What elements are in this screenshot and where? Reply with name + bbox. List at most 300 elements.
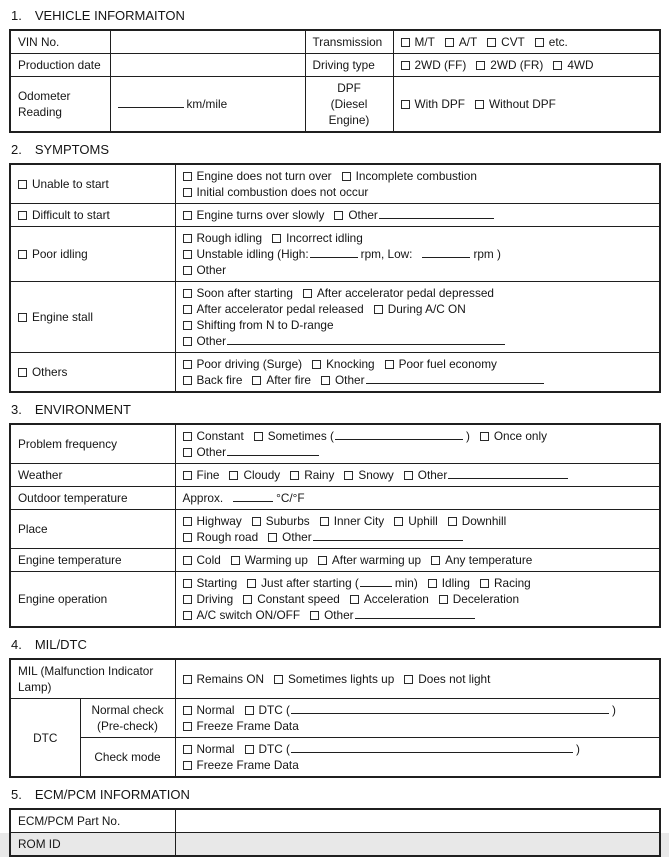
- checkbox-icon[interactable]: [245, 745, 254, 754]
- checkbox-icon[interactable]: [247, 579, 256, 588]
- checkbox-label: Engine stall: [32, 310, 93, 324]
- checkbox-4wd[interactable]: [553, 57, 593, 73]
- checkbox-label: After accelerator pedal depressed: [316, 286, 494, 300]
- checkbox-deceleration[interactable]: [439, 591, 519, 607]
- checkbox-poor-fuel-economy[interactable]: [385, 356, 497, 372]
- checkbox-icon[interactable]: [183, 321, 192, 330]
- checkbox-icon[interactable]: [334, 211, 343, 220]
- checkbox-2wd-ff[interactable]: [401, 57, 467, 73]
- checkbox-icon[interactable]: [183, 706, 192, 715]
- blank-line[interactable]: [233, 490, 273, 502]
- checkbox-icon[interactable]: [183, 448, 192, 457]
- checkbox-icon[interactable]: [183, 675, 192, 684]
- checkbox-after-fire[interactable]: [252, 372, 311, 388]
- production-date-value-cell[interactable]: [110, 54, 305, 77]
- checkbox-label: CVT: [501, 35, 525, 49]
- checkbox-icon[interactable]: [385, 360, 394, 369]
- checkbox-inner-city[interactable]: [320, 513, 384, 529]
- table-row: [10, 227, 660, 282]
- environment-label-cell: Outdoor temperature: [10, 487, 175, 510]
- check-mode-label-cell: Check mode: [80, 738, 175, 778]
- checkbox-fine[interactable]: [183, 467, 220, 483]
- checkbox-label: 4WD: [567, 58, 594, 72]
- checkbox-after-accelerator-pedal-released[interactable]: [183, 301, 364, 317]
- checkbox-icon[interactable]: [183, 234, 192, 243]
- checkbox-icon[interactable]: [183, 376, 192, 385]
- checkbox-label: M/T: [414, 35, 435, 49]
- checkbox-downhill[interactable]: [448, 513, 507, 529]
- checkbox-icon[interactable]: [183, 517, 192, 526]
- inline-text: km/mile: [186, 97, 228, 111]
- checkbox-icon[interactable]: [290, 471, 299, 480]
- checkbox-icon[interactable]: [183, 471, 192, 480]
- checkbox-label: Snowy: [358, 468, 394, 482]
- checkbox-icon[interactable]: [394, 517, 403, 526]
- checkbox-icon[interactable]: [183, 595, 192, 604]
- checkbox-label: Downhill: [461, 514, 507, 528]
- odometer-label-cell: Odometer Reading: [10, 77, 110, 133]
- checkbox-icon[interactable]: [229, 471, 238, 480]
- checkbox-label: Engine does not turn over: [196, 169, 332, 183]
- checkbox-after-accelerator-pedal-depressed[interactable]: [303, 285, 494, 301]
- checkbox-other[interactable]: [310, 607, 354, 623]
- checkbox-others[interactable]: [18, 364, 67, 380]
- checkbox-icon[interactable]: [243, 595, 252, 604]
- checkbox-sometimes-lights-up[interactable]: [274, 671, 394, 687]
- table-row: [10, 353, 660, 393]
- checkbox-uphill[interactable]: [394, 513, 438, 529]
- checkbox-icon[interactable]: [350, 595, 359, 604]
- checkbox-rough-idling[interactable]: [183, 230, 263, 246]
- section-title: SYMPTOMS: [34, 142, 110, 157]
- dpf-title: DPF: [337, 81, 361, 95]
- checkbox-icon[interactable]: [401, 38, 410, 47]
- table-row: [10, 833, 660, 857]
- blank-line[interactable]: [118, 96, 184, 108]
- symptom-label-cell: [10, 282, 175, 353]
- table-row: [10, 659, 660, 699]
- dpf-subtitle: (Diesel Engine): [328, 97, 370, 127]
- checkbox-label: Other: [348, 208, 378, 222]
- symptoms-table: [9, 163, 661, 393]
- checkbox-label: Back fire: [196, 373, 243, 387]
- checkbox-without-dpf[interactable]: [475, 96, 556, 112]
- checkbox-icon[interactable]: [487, 38, 496, 47]
- checkbox-icon[interactable]: [183, 722, 192, 731]
- driving-type-options-cell: [393, 54, 660, 77]
- checkbox-icon[interactable]: [431, 556, 440, 565]
- checkbox-icon[interactable]: [439, 595, 448, 604]
- checkbox-label: A/T: [458, 35, 478, 49]
- checkbox-label: 2WD (FF): [414, 58, 467, 72]
- checkbox-label: Soon after starting: [196, 286, 293, 300]
- checkbox-label: Cold: [196, 553, 221, 567]
- checkbox-icon[interactable]: [268, 533, 277, 542]
- checkbox-icon[interactable]: [401, 61, 410, 70]
- checkbox-freeze-frame-data[interactable]: [183, 718, 299, 734]
- checkbox-label: Starting: [196, 576, 238, 590]
- dpf-label-cell: [305, 77, 393, 133]
- checkbox-icon[interactable]: [272, 234, 281, 243]
- checkbox-other[interactable]: [404, 467, 448, 483]
- checkbox-icon[interactable]: [183, 611, 192, 620]
- checkbox-poor-idling[interactable]: [18, 246, 88, 262]
- checkbox-label: etc.: [548, 35, 568, 49]
- checkbox-label: Uphill: [408, 514, 438, 528]
- checkbox-icon[interactable]: [535, 38, 544, 47]
- section-title: ECM/PCM INFORMATION: [34, 787, 190, 802]
- checkbox-poor-driving-surge[interactable]: [183, 356, 303, 372]
- blank-line[interactable]: [310, 246, 358, 258]
- checkbox-icon[interactable]: [183, 745, 192, 754]
- checkbox-label: Rainy: [304, 468, 335, 482]
- inline-text: °C/°F: [276, 491, 305, 505]
- blank-line[interactable]: [335, 428, 463, 440]
- checkbox-m-t[interactable]: [401, 34, 435, 50]
- environment-table: [9, 423, 661, 628]
- checkbox-other[interactable]: [183, 333, 227, 349]
- checkbox-a-t[interactable]: [445, 34, 477, 50]
- checkbox-once-only[interactable]: [480, 428, 547, 444]
- checkbox-label: After accelerator pedal released: [196, 302, 364, 316]
- checkbox-constant[interactable]: [183, 428, 244, 444]
- checkbox-does-not-light[interactable]: [404, 671, 490, 687]
- inline-text: ): [575, 742, 580, 756]
- checkbox-constant-speed[interactable]: [243, 591, 340, 607]
- checkbox-label: Normal: [196, 742, 235, 756]
- checkbox-label: After fire: [266, 373, 311, 387]
- checkbox-label: Sometimes lights up: [288, 672, 395, 686]
- ecm-pcm-part-no-label-cell: ECM/PCM Part No.: [10, 809, 175, 833]
- checkbox-label: Other: [417, 468, 448, 482]
- checkbox-label: Deceleration: [452, 592, 520, 606]
- checkbox-icon[interactable]: [183, 250, 192, 259]
- checkbox-icon[interactable]: [476, 61, 485, 70]
- checkbox-icon[interactable]: [183, 556, 192, 565]
- normal-check-label-cell: Normal check (Pre-check): [80, 699, 175, 738]
- inline-text: rpm ): [473, 247, 501, 261]
- checkbox-label: Constant speed: [257, 592, 340, 606]
- checkbox-label: Other: [196, 334, 227, 348]
- checkbox-icon[interactable]: [310, 611, 319, 620]
- section-heading-ecm-pcm-information: [11, 787, 661, 802]
- checkbox-suburbs[interactable]: [252, 513, 310, 529]
- checkbox-label: Rough road: [196, 530, 259, 544]
- checkbox-incorrect-idling[interactable]: [272, 230, 363, 246]
- checkbox-icon[interactable]: [480, 579, 489, 588]
- inline-text: ): [611, 703, 616, 717]
- symptom-options-cell: [175, 204, 660, 227]
- blank-line[interactable]: [291, 702, 609, 714]
- production-date-row: [10, 54, 660, 77]
- checkbox-label: Suburbs: [265, 514, 310, 528]
- checkbox-acceleration[interactable]: [350, 591, 429, 607]
- checkbox-other[interactable]: [183, 262, 227, 278]
- checkbox-unable-to-start[interactable]: [18, 176, 109, 192]
- checkbox-label: Cloudy: [243, 468, 281, 482]
- environment-options-cell: [175, 572, 660, 628]
- checkbox-label: Incorrect idling: [286, 231, 363, 245]
- checkbox-label: Idling: [441, 576, 470, 590]
- checkbox-normal[interactable]: [183, 702, 235, 718]
- checkbox-label: Poor driving (Surge): [196, 357, 303, 371]
- section-heading-mil-dtc: [11, 637, 661, 652]
- checkbox-icon[interactable]: [183, 432, 192, 441]
- checkbox-knocking[interactable]: [312, 356, 375, 372]
- checkbox-soon-after-starting[interactable]: [183, 285, 293, 301]
- symptom-options-cell: [175, 282, 660, 353]
- odometer-row: [10, 77, 660, 133]
- checkbox-icon[interactable]: [254, 432, 263, 441]
- checkbox-just-after-starting[interactable]: [247, 575, 359, 591]
- checkbox-icon[interactable]: [401, 100, 410, 109]
- checkbox-label: Shifting from N to D-range: [196, 318, 334, 332]
- checkbox-label: Poor fuel economy: [398, 357, 497, 371]
- checkbox-2wd-fr[interactable]: [476, 57, 543, 73]
- environment-label-cell: Weather: [10, 464, 175, 487]
- blank-line[interactable]: [360, 575, 392, 587]
- checkbox-incomplete-combustion[interactable]: [342, 168, 477, 184]
- checkbox-cvt[interactable]: [487, 34, 525, 50]
- checkbox-label: Unable to start: [32, 177, 109, 191]
- checkbox-unstable-idling-high[interactable]: [183, 246, 309, 262]
- checkbox-label: Freeze Frame Data: [196, 719, 299, 733]
- production-date-label-cell: Production date: [10, 54, 110, 77]
- environment-label-cell: Problem frequency: [10, 424, 175, 464]
- section-title: VEHICLE INFORMAITON: [34, 8, 185, 23]
- checkbox-icon[interactable]: [312, 360, 321, 369]
- blank-line[interactable]: [379, 207, 494, 219]
- symptom-options-cell: [175, 164, 660, 204]
- symptom-label-cell: [10, 204, 175, 227]
- table-row: [10, 738, 660, 778]
- checkbox-icon[interactable]: [18, 211, 27, 220]
- checkbox-normal[interactable]: [183, 741, 235, 757]
- odometer-value-cell[interactable]: [110, 77, 305, 133]
- checkbox-difficult-to-start[interactable]: [18, 207, 110, 223]
- checkbox-label: DTC (: [258, 703, 290, 717]
- checkbox-label: Knocking: [326, 357, 375, 371]
- checkbox-icon[interactable]: [404, 471, 413, 480]
- rom-id-value-cell[interactable]: [175, 833, 660, 857]
- section-title: MIL/DTC: [34, 637, 87, 652]
- checkbox-icon[interactable]: [374, 305, 383, 314]
- checkbox-icon[interactable]: [245, 706, 254, 715]
- checkbox-label: Other: [282, 530, 312, 544]
- checkbox-label: Freeze Frame Data: [196, 758, 299, 772]
- checkbox-dtc[interactable]: [245, 741, 290, 757]
- environment-options-cell: [175, 464, 660, 487]
- checkbox-etc[interactable]: [535, 34, 568, 50]
- section-heading-environment: [11, 402, 661, 417]
- checkbox-icon[interactable]: [252, 517, 261, 526]
- checkbox-label: Fine: [196, 468, 220, 482]
- section-number: 2.: [11, 142, 22, 157]
- checkbox-other[interactable]: [268, 529, 312, 545]
- checkbox-label: Incomplete combustion: [355, 169, 477, 183]
- symptom-label-cell: [10, 227, 175, 282]
- checkbox-icon[interactable]: [448, 517, 457, 526]
- checkbox-icon[interactable]: [183, 337, 192, 346]
- mil-options-cell: [175, 659, 660, 699]
- checkbox-icon[interactable]: [404, 675, 413, 684]
- mil-label-cell: MIL (Malfunction Indicator Lamp): [10, 659, 175, 699]
- checkbox-engine-does-not-turn-over[interactable]: [183, 168, 332, 184]
- checkbox-icon[interactable]: [480, 432, 489, 441]
- environment-label-cell: Engine operation: [10, 572, 175, 628]
- checkbox-racing[interactable]: [480, 575, 531, 591]
- environment-options-cell: [175, 487, 660, 510]
- environment-options-cell: [175, 549, 660, 572]
- checkbox-dtc[interactable]: [245, 702, 290, 718]
- checkbox-icon[interactable]: [183, 761, 192, 770]
- checkbox-remains-on[interactable]: [183, 671, 265, 687]
- checkbox-label: Remains ON: [196, 672, 265, 686]
- checkbox-highway[interactable]: [183, 513, 242, 529]
- checkbox-with-dpf[interactable]: [401, 96, 465, 112]
- checkbox-label: Sometimes (: [267, 429, 334, 443]
- checkbox-label: Engine turns over slowly: [196, 208, 325, 222]
- checkbox-during-a-c-on[interactable]: [374, 301, 466, 317]
- vin-value-cell[interactable]: [110, 30, 305, 54]
- checkbox-icon[interactable]: [18, 313, 27, 322]
- checkbox-back-fire[interactable]: [183, 372, 243, 388]
- checkbox-icon[interactable]: [342, 172, 351, 181]
- blank-line[interactable]: [227, 333, 505, 345]
- blank-line[interactable]: [313, 529, 463, 541]
- checkbox-label: After warming up: [331, 553, 422, 567]
- checkbox-cloudy[interactable]: [229, 467, 280, 483]
- checkbox-engine-turns-over-slowly[interactable]: [183, 207, 325, 223]
- checkbox-icon[interactable]: [321, 376, 330, 385]
- table-row: [10, 424, 660, 464]
- environment-label-cell: Place: [10, 510, 175, 549]
- environment-label-cell: Engine temperature: [10, 549, 175, 572]
- checkbox-icon[interactable]: [18, 368, 27, 377]
- checkbox-idling[interactable]: [428, 575, 470, 591]
- checkbox-label: 2WD (FR): [490, 58, 544, 72]
- dtc-label-cell: DTC: [10, 699, 80, 778]
- checkbox-icon[interactable]: [183, 172, 192, 181]
- checkbox-icon[interactable]: [18, 180, 27, 189]
- checkbox-icon[interactable]: [274, 675, 283, 684]
- checkbox-initial-combustion-does-not-occur[interactable]: [183, 184, 369, 200]
- checkbox-label: A/C switch ON/OFF: [196, 608, 301, 622]
- vehicle-info-table: [9, 29, 661, 133]
- checkbox-icon[interactable]: [183, 289, 192, 298]
- table-row: [10, 572, 660, 628]
- checkbox-shifting-from-n-to-d-range[interactable]: [183, 317, 334, 333]
- checkbox-sometimes[interactable]: [254, 428, 334, 444]
- checkbox-label: Other: [335, 373, 365, 387]
- blank-line[interactable]: [291, 741, 573, 753]
- checkbox-icon[interactable]: [18, 250, 27, 259]
- checkbox-icon[interactable]: [252, 376, 261, 385]
- checkbox-label: Warming up: [244, 553, 308, 567]
- inline-text: Approx.: [182, 491, 224, 505]
- checkbox-label: Rough idling: [196, 231, 263, 245]
- blank-line[interactable]: [227, 444, 319, 456]
- checkbox-icon[interactable]: [183, 533, 192, 542]
- checkbox-label: Does not light: [418, 672, 491, 686]
- checkbox-label: Once only: [493, 429, 547, 443]
- checkbox-any-temperature[interactable]: [431, 552, 532, 568]
- checkbox-icon[interactable]: [344, 471, 353, 480]
- blank-line[interactable]: [366, 372, 544, 384]
- checkbox-icon[interactable]: [183, 188, 192, 197]
- table-row: [10, 204, 660, 227]
- section-heading-symptoms: [11, 142, 661, 157]
- checkbox-icon[interactable]: [231, 556, 240, 565]
- checkbox-label: Without DPF: [488, 97, 556, 111]
- section-number: 3.: [11, 402, 22, 417]
- checkbox-other[interactable]: [334, 207, 378, 223]
- checkbox-cold[interactable]: [183, 552, 221, 568]
- checkbox-icon[interactable]: [320, 517, 329, 526]
- blank-line[interactable]: [422, 246, 470, 258]
- checkbox-label: Acceleration: [363, 592, 429, 606]
- checkbox-label: Unstable idling (High:: [196, 247, 309, 261]
- checkbox-driving[interactable]: [183, 591, 234, 607]
- checkbox-other[interactable]: [321, 372, 365, 388]
- checkbox-icon[interactable]: [303, 289, 312, 298]
- symptom-options-cell: [175, 227, 660, 282]
- mil-dtc-table: [9, 658, 661, 778]
- section-number: 5.: [11, 787, 22, 802]
- checkbox-a-c-switch-on-off[interactable]: [183, 607, 301, 623]
- checkbox-engine-stall[interactable]: [18, 309, 93, 325]
- table-row: [10, 487, 660, 510]
- checkbox-label: Normal: [196, 703, 235, 717]
- checkbox-label: Constant: [196, 429, 244, 443]
- table-row: [10, 464, 660, 487]
- checkbox-icon[interactable]: [183, 579, 192, 588]
- section-number: 1.: [11, 8, 22, 23]
- checkbox-label: Just after starting (: [261, 576, 359, 590]
- blank-line[interactable]: [355, 607, 475, 619]
- section-heading-vehicle-information: [11, 8, 661, 23]
- checkbox-rough-road[interactable]: [183, 529, 259, 545]
- checkbox-other[interactable]: [183, 444, 227, 460]
- ecm-pcm-part-no-value-cell[interactable]: [175, 809, 660, 833]
- checkbox-rainy[interactable]: [290, 467, 334, 483]
- checkbox-icon[interactable]: [318, 556, 327, 565]
- checkbox-starting[interactable]: [183, 575, 238, 591]
- checkbox-freeze-frame-data[interactable]: [183, 757, 299, 773]
- checkbox-snowy[interactable]: [344, 467, 393, 483]
- checkbox-icon[interactable]: [553, 61, 562, 70]
- checkbox-icon[interactable]: [445, 38, 454, 47]
- blank-line[interactable]: [448, 467, 568, 479]
- symptom-options-cell: [175, 353, 660, 393]
- checkbox-icon[interactable]: [428, 579, 437, 588]
- checkbox-after-warming-up[interactable]: [318, 552, 421, 568]
- section-title: ENVIRONMENT: [34, 402, 131, 417]
- checkbox-icon[interactable]: [183, 360, 192, 369]
- checkbox-icon[interactable]: [475, 100, 484, 109]
- checkbox-label: Poor idling: [32, 247, 88, 261]
- checkbox-label: Other: [324, 608, 354, 622]
- inline-text: rpm, Low:: [360, 247, 413, 261]
- environment-options-cell: [175, 424, 660, 464]
- checkbox-icon[interactable]: [183, 305, 192, 314]
- checkbox-icon[interactable]: [183, 266, 192, 275]
- table-row: [10, 282, 660, 353]
- ecm-pcm-table: [9, 808, 661, 857]
- checkbox-warming-up[interactable]: [231, 552, 308, 568]
- checkbox-icon[interactable]: [183, 211, 192, 220]
- checkbox-label: Inner City: [333, 514, 385, 528]
